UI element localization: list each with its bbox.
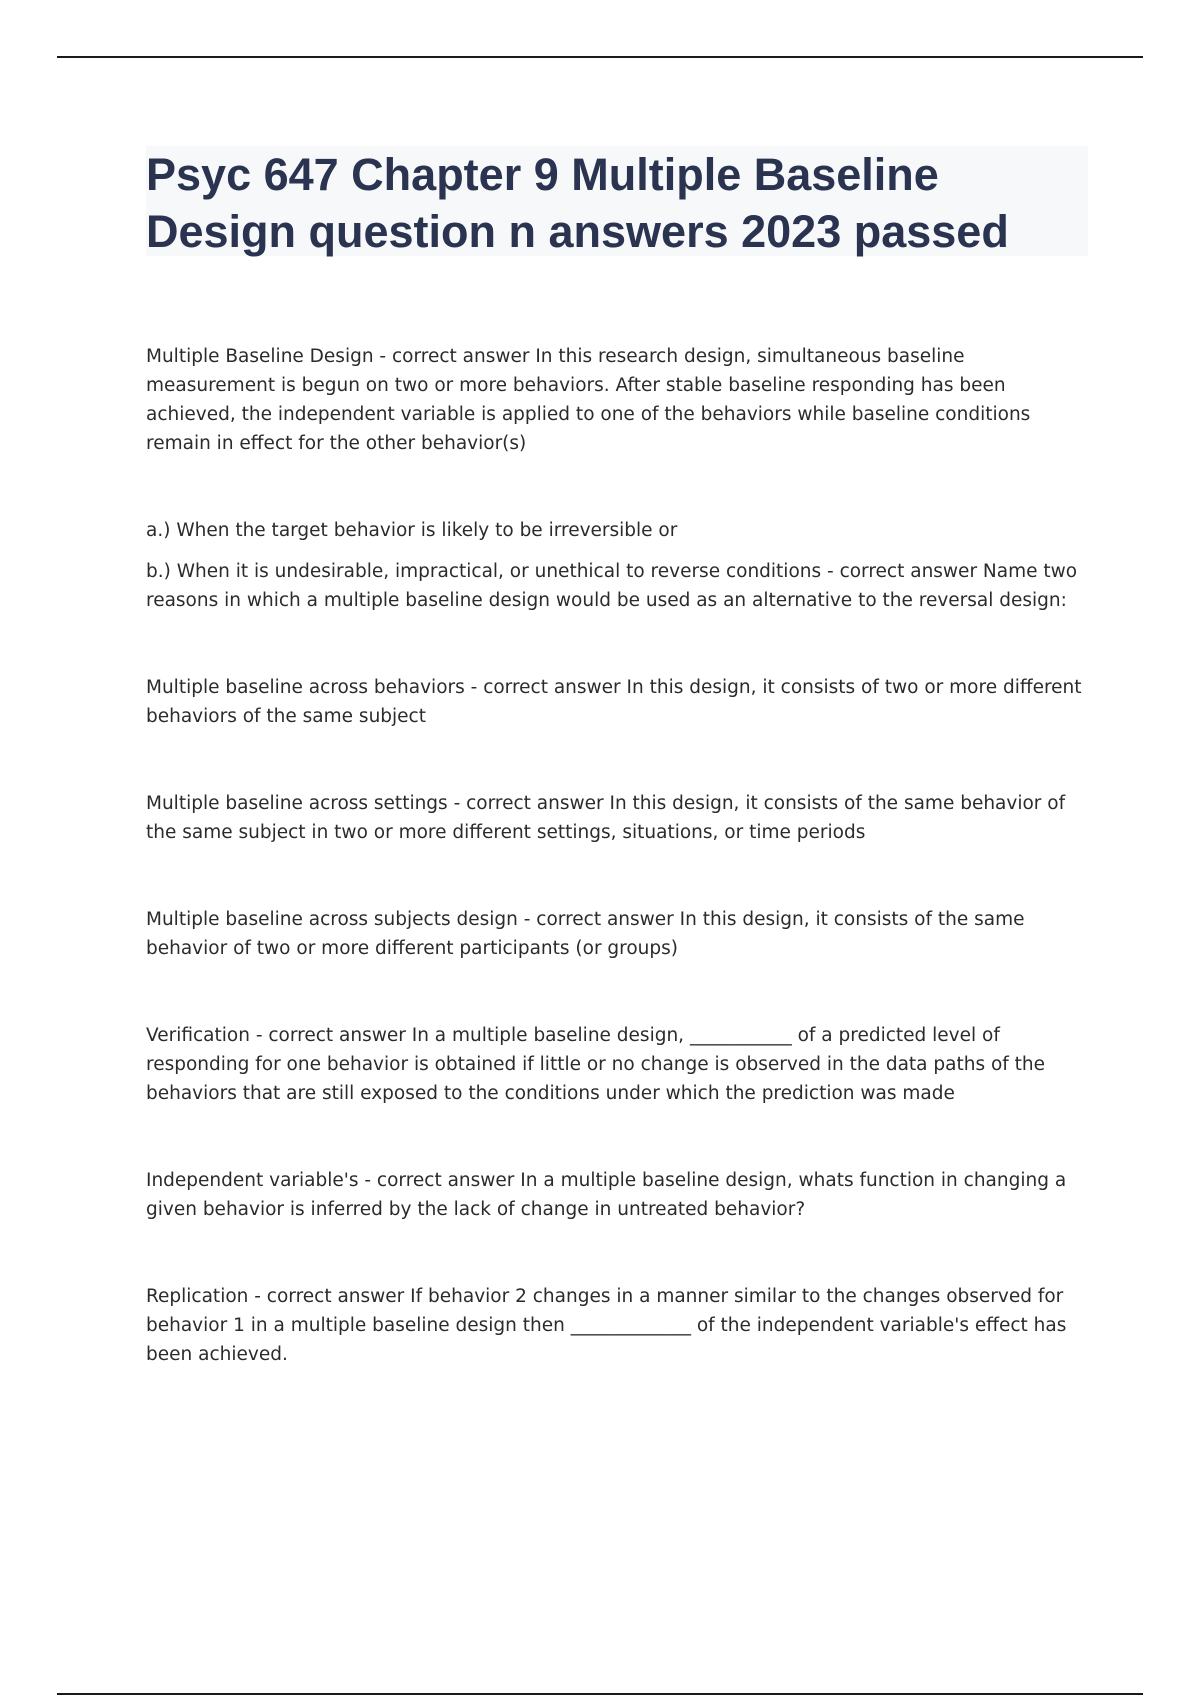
header-rule — [57, 56, 1143, 58]
qa-entry: Multiple baseline across settings - correct answer In this design, it consists of the same behavior of the same subject in two or more different settings, situations, or time periods — [146, 793, 1066, 843]
qa-entry: Multiple baseline across behaviors - correct answer In this design, it consists of two or more different behaviors of the same subject — [146, 677, 1082, 727]
qa-content — [146, 342, 1096, 1369]
qa-entry: Independent variable's - correct answer In a multiple baseline design, whats function in changing a given behavior is inferred by the lack of change in untreated behavior? — [146, 1170, 1067, 1220]
footer-rule — [57, 1693, 1143, 1695]
title-banner — [146, 146, 1088, 256]
qa-entry: a.) When the target behavior is likely to be irreversible or — [146, 520, 678, 541]
qa-entry: Replication - correct answer If behavior 2 changes in a manner similar to the changes observed for behavior 1 in a multiple baseline design then _____________ of the independent variable's effect has been achieved. — [146, 1286, 1067, 1365]
page-title: Psyc 647 Chapter 9 Multiple Baseline Design question n answers 2023 passed — [146, 149, 1009, 257]
qa-entry: Verification - correct answer In a multiple baseline design, ___________ of a predicted level of responding for one behavior is obtained if little or no change is observed in the data paths of the behaviors that are still exposed to the conditions under which the prediction was made — [146, 1025, 1046, 1104]
qa-entry: Multiple Baseline Design - correct answer In this research design, simultaneous baseline measurement is begun on two or more behaviors. After stable baseline responding has been achieved, the independent variable is applied to one of the behaviors while baseline conditions remain in effect for the other behavior(s) — [146, 346, 1031, 454]
qa-entry: Multiple baseline across subjects design - correct answer In this design, it consists of the same behavior of two or more different participants (or groups) — [146, 909, 1025, 959]
qa-entry: b.) When it is undesirable, impractical, or unethical to reverse conditions - correct answer Name two reasons in which a multiple baseline design would be used as an alternative to the reversal design: — [146, 561, 1078, 611]
